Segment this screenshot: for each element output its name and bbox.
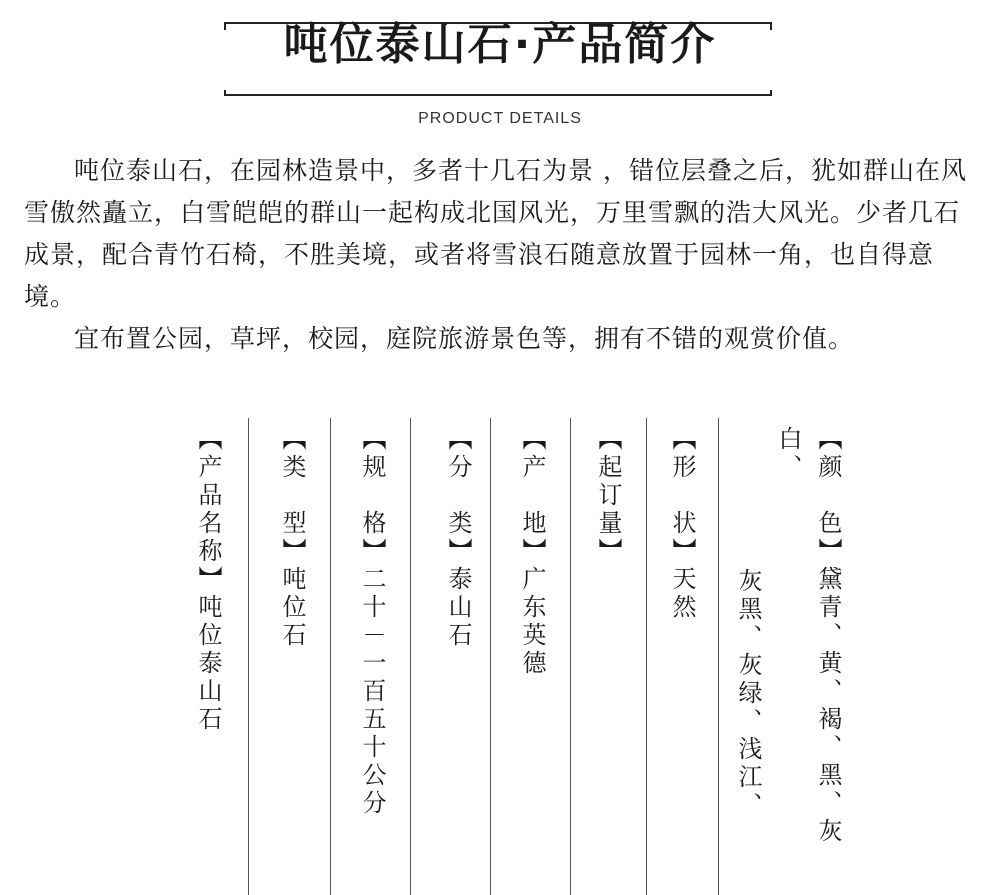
intro-paragraph-2: 宜布置公园，草坪，校园，庭院旅游景色等，拥有不错的观赏价值。 [74,324,855,353]
spec-category [436,418,476,895]
spec-type [270,418,310,895]
spec-shape-text: 【形 状】天然 [668,426,696,622]
page-title: 吨位泰山石·产品简介 [283,19,717,70]
column-divider [330,418,331,895]
spec-category-text: 【分 类】泰山石 [444,426,472,650]
column-divider [718,418,719,895]
spec-name [186,418,226,895]
spec-color-text: 【颜 色】黛青、黄、褐、黑、灰白、 [774,426,842,846]
spec-color-continued: 灰黑、灰绿、浅江、 [734,568,762,820]
intro-paragraph-1: 吨位泰山石，在园林造景中，多者十几石为景 ，错位层叠之后，犹如群山在风雪傲然矗立，白雪皑皑的群山一起构成北国风光，万里雪飘的浩大风光。少者几石成景，配合青竹石椅，不胜美境，或者将雪浪石随意放置于园林一角，也自得意境。 [24,156,967,311]
spec-shape [660,418,700,895]
spec-size-text: 【规 格】二十－一百五十公分 [358,426,386,818]
spec-moq-text: 【起订量】 [594,426,622,566]
page-subtitle: PRODUCT DETAILS [418,110,582,127]
column-divider [646,418,647,895]
spec-origin-text: 【产 地】广东英德 [518,426,546,678]
column-divider [248,418,249,895]
spec-moq [586,418,626,895]
spec-name-text: 【产品名称】吨位泰山石 [194,426,222,734]
spec-size [350,418,390,895]
spec-table [186,418,842,895]
spec-color [732,418,842,895]
column-divider [410,418,411,895]
intro-text [24,150,984,360]
spec-type-text: 【类 型】吨位石 [278,426,306,650]
spec-origin [510,418,550,895]
column-divider [570,418,571,895]
column-divider [490,418,491,895]
